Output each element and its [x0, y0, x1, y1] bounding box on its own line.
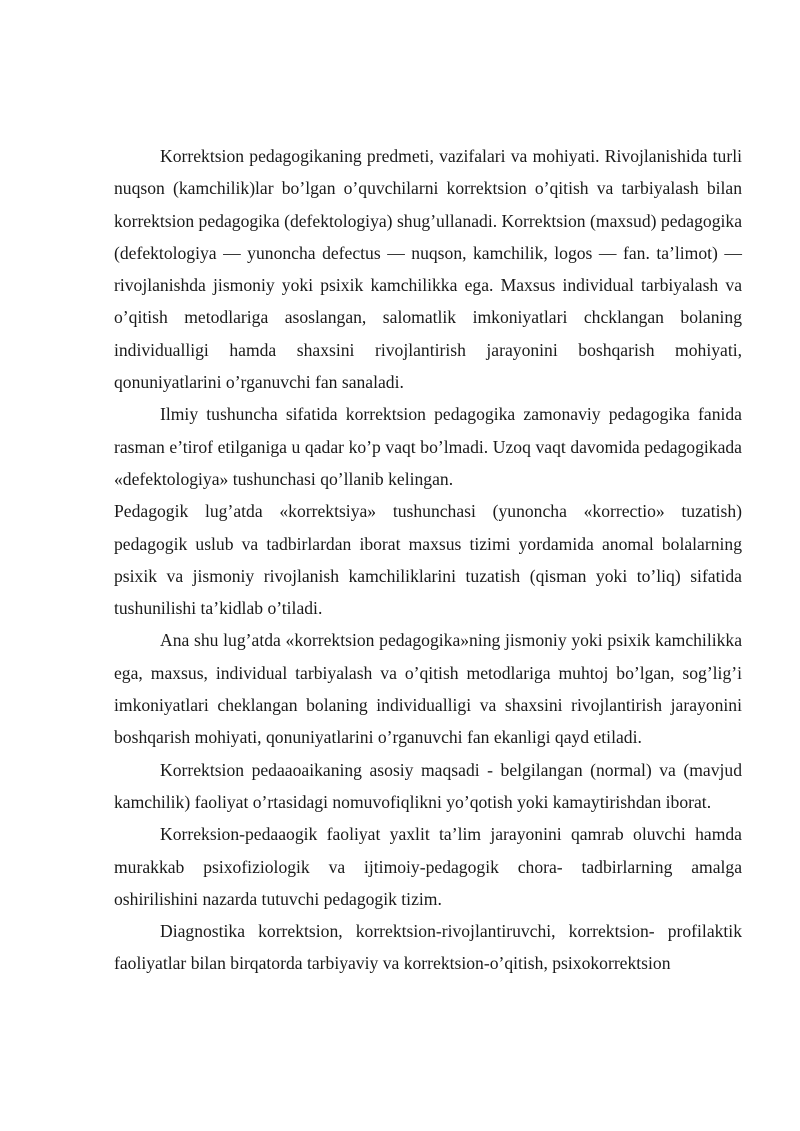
paragraph: Ilmiy tushuncha sifatida korrektsion pedagogika zamonaviy pedagogika fanida rasman e’tirof etilganiga u qadar ko’p vaqt bo’lmadi. Uzoq vaqt davomida pedagogikada «defektologiya» tushunchasi qo’llanib kelingan. [114, 404, 742, 489]
paragraph: Diagnostika korrektsion, korrektsion-rivojlantiruvchi, korrektsion- profilaktik faoliyatlar bilan birqatorda tarbiyaviy va korrektsion-o’qitish, psixokorrektsion [114, 921, 742, 974]
paragraph: Ana shu lug’atda «korrektsion pedagogika»ning jismoniy yoki psixik kamchilikka ega, maxsus, individual tarbiyalash va o’qitish metodlariga muhtoj bo’lgan, sog’lig’i imkoniyatlari cheklangan bolaning individualligi va shaxsini rivojlantirish jarayonini boshqarish mohiyati, qonuniyatlarini o’rganuvchi fan ekanligi qayd etiladi. [114, 630, 742, 748]
paragraph: Korrektsion pedaaoaikaning asosiy maqsadi - belgilangan (normal) va (mavjud kamchilik) faoliyat o’rtasidagi nomuvofiqlikni yo’qotish yoki kamaytirishdan iborat. [114, 759, 742, 812]
document-page [114, 140, 742, 980]
paragraph: Pedagogik lug’atda «korrektsiya» tushunchasi (yunoncha «korrectio» tuzatish) pedagogik uslub va tadbirlardan iborat maxsus tizimi yordamida anomal bolalarning psixik va jismoniy rivojlanish kamchiliklarini tuzatish (qisman yoki to’liq) sifatida tushunilishi ta’kidlab o’tiladi. [114, 501, 742, 619]
paragraph: Korrektsion pedagogikaning predmeti, vazifalari va mohiyati. Rivojlanishida turli nuqson (kamchilik)lar bo’lgan o’quvchilarni korrektsion o’qitish va tarbiyalash bilan korrektsion pedagogika (defektologiya) shug’ullanadi. Korrektsion (maxsud) pedagogika (defektologiya — yunoncha defectus — nuqson, kamchilik, logos — fan. ta’limot) — rivojlanishda jismoniy yoki psixik kamchilikka ega. Maxsus individual tarbiyalash va o’qitish metodlariga asoslangan, salomatlik imkoniyatlari chcklangan bolaning individualligi hamda shaxsini rivojlantirish jarayonini boshqarish mohiyati, qonuniyatlarini o’rganuvchi fan sanaladi. [114, 146, 742, 393]
paragraph: Korreksion-pedaaogik faoliyat yaxlit ta’lim jarayonini qamrab oluvchi hamda murakkab psixofiziologik va ijtimoiy-pedagogik chora- tadbirlarning amalga oshirilishini nazarda tutuvchi pedagogik tizim. [114, 824, 742, 909]
